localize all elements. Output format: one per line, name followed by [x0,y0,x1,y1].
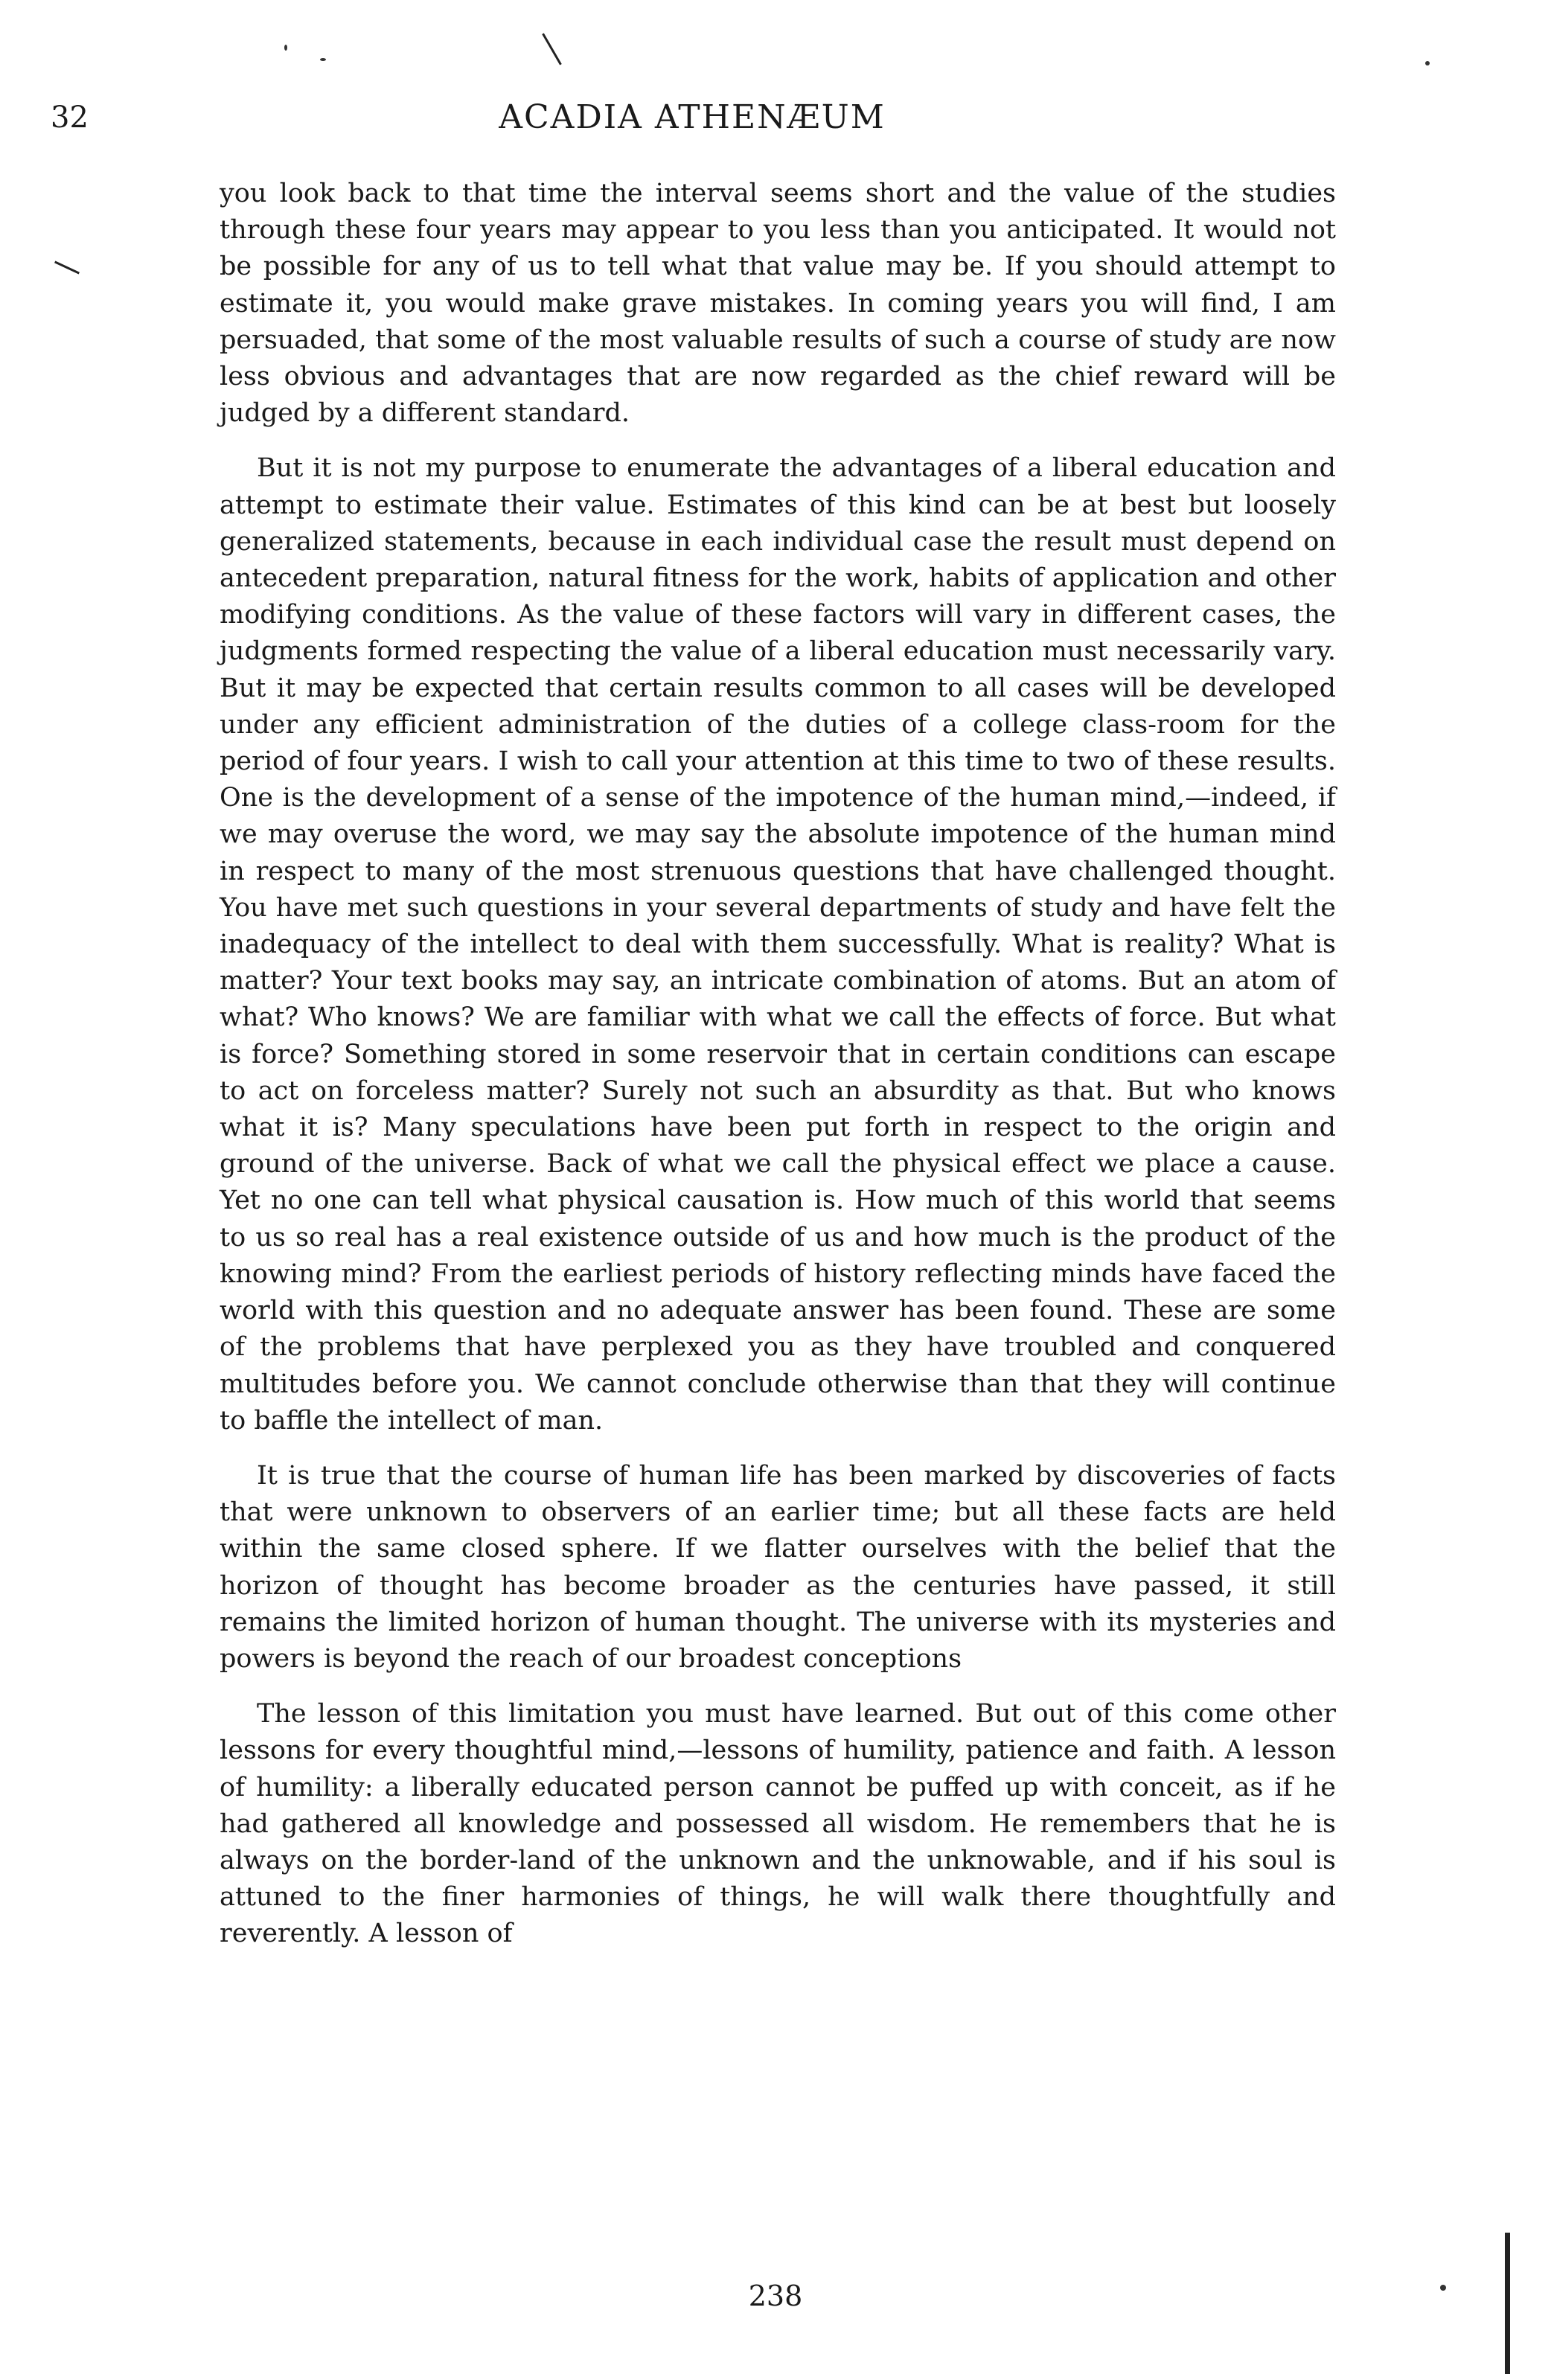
scan-mark [1505,2233,1510,2374]
body-text [220,176,1336,1971]
paragraph-2: But it is not my purpose to enumerate the advantages of a liberal education and attempt to estimate their value. Estimates of this kind can be at best but loosely generalized statements, because in each individual case the result must depend on antecedent preparation, natural fitness for the work, habits of application and other modifying conditions. As the value of these factors will vary in different cases, the judgments formed respecting the value of a liberal education must necessarily vary. But it may be expected that certain results common to all cases will be developed under any efficient administration of the duties of a college class-room for the period of four years. I wish to call your attention at this time to two of these results. One is the development of a sense of the impotence of the human mind,—indeed, if we may overuse the word, we may say the absolute impotence of the human mind in respect to many of the most strenuous questions that have challenged thought. You have met such questions in your several departments of study and have felt the inadequacy of the intellect to deal with them successfully. What is reality? What is matter? Your text books may say, an intricate combination of atoms. But an atom of what? Who knows? We are familiar with what we call the effects of force. But what is force? Something stored in some reservoir that in certain conditions can escape to act on forceless matter? Surely not such an absurdity as that. But who knows what it is? Many speculations have been put forth in respect to the origin and ground of the universe. Back of what we call the physical effect we place a cause. Yet no one can tell what physical causation is. How much of this world that seems to us so real has a real existence outside of us and how much is the product of the knowing mind? From the earliest periods of history reflecting minds have faced the world with this question and no adequate answer has been found. These are some of the problems that have perplexed you as they have troubled and conquered multitudes before you. We cannot conclude otherwise than that they will continue to baffle the intellect of man. [220,453,1336,1436]
paragraph-3: It is true that the course of human life has been marked by discoveries of facts that were unknown to observers of an earlier time; but all these facts are held within the same closed sphere. If we flatter ourselves with the belief that the horizon of thought has become broader as the centuries have passed, it still remains the limited horizon of human thought. The universe with its mysteries and powers is beyond the reach of our broadest conceptions [220,1460,1336,1674]
scan-speck [284,45,287,51]
scan-speck [1425,61,1430,65]
scan-mark [542,33,562,65]
paragraph-1: you look back to that time the interval seems short and the value of the studies through these four years may appear to you less than you anticipated. It would not be possible for any of us to tell what that value may be. If you should attempt to estimate it, you would make grave mistakes. In coming years you will find, I am persuaded, that some of the most valuable results of such a course of study are now less obvious and advantages that are now regarded as the chief reward will be judged by a different standard. [220,179,1336,429]
page-header [0,95,1551,147]
scan-speck [1440,2285,1446,2291]
page-number-top: 32 [51,100,89,135]
scan-speck [320,58,326,61]
page-number-bottom: 238 [748,2280,803,2312]
running-title: ACADIA ATHENÆUM [499,98,886,136]
scan-mark [54,261,80,275]
paragraph-4: The lesson of this limitation you must have learned. But out of this come other lessons for every thoughtful mind,—lessons of humility, patience and faith. A lesson of humility: a liberally educated person cannot be puffed up with conceit, as if he had gathered all knowledge and possessed all wisdom. He remembers that he is always on the border-land of the unknown and the unknowable, and if his soul is attuned to the finer harmonies of things, he will walk there thoughtfully and reverently. A lesson of [220,1699,1336,1949]
